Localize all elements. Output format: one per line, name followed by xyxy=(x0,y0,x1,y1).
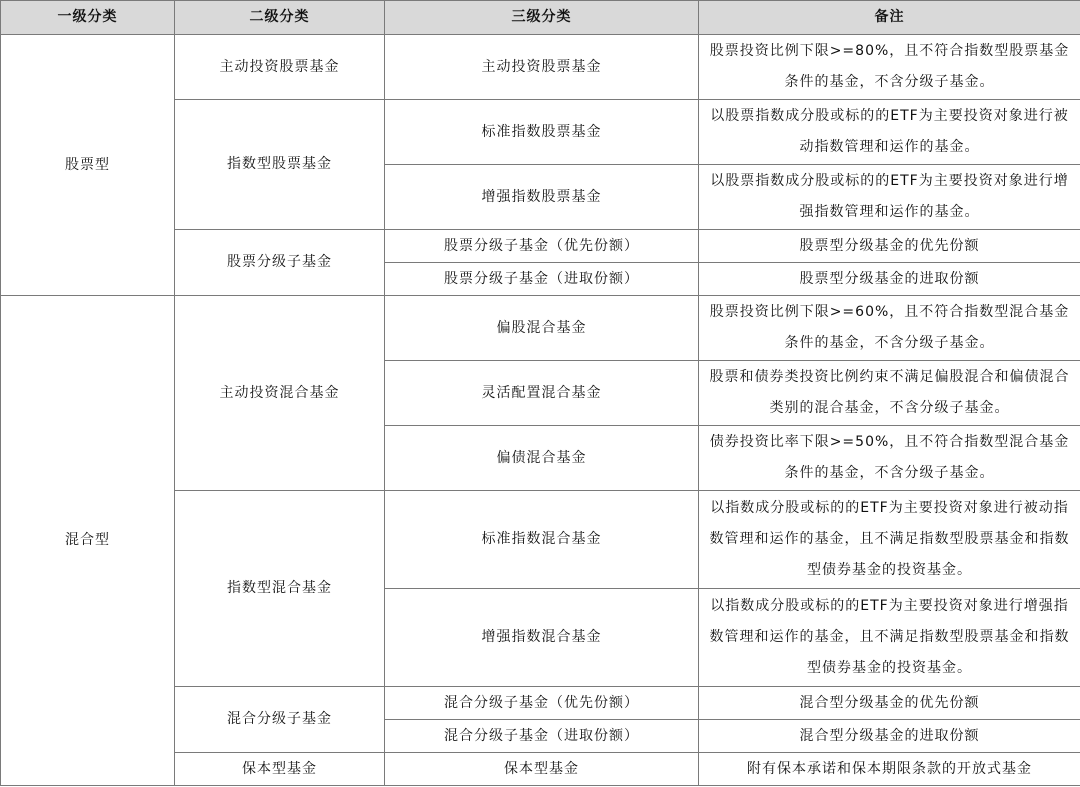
remark-cell: 股票投资比例下限>=60%，且不符合指数型混合基金条件的基金，不含分级子基金。 xyxy=(699,296,1080,361)
header-level1: 一级分类 xyxy=(1,1,175,35)
level2-stock-active: 主动投资股票基金 xyxy=(175,35,385,100)
level3-cell: 混合分级子基金（优先份额） xyxy=(385,687,699,720)
remark-cell: 股票投资比例下限>=80%，且不符合指数型股票基金条件的基金，不含分级子基金。 xyxy=(699,35,1080,100)
header-row xyxy=(1,1,1080,35)
remark-cell: 以指数成分股或标的的ETF为主要投资对象进行增强指数管理和运作的基金，且不满足指数型股票基金和指数型债券基金的投资基金。 xyxy=(699,589,1080,687)
header-remarks: 备注 xyxy=(699,1,1080,35)
table-row xyxy=(1,35,1080,100)
level2-stock-graded: 股票分级子基金 xyxy=(175,230,385,296)
remark-cell: 股票和债券类投资比例约束不满足偏股混合和偏债混合类别的混合基金，不含分级子基金。 xyxy=(699,361,1080,426)
remark-cell: 以指数成分股或标的的ETF为主要投资对象进行被动指数管理和运作的基金，且不满足指数型股票基金和指数型债券基金的投资基金。 xyxy=(699,491,1080,589)
level3-cell: 混合分级子基金（进取份额） xyxy=(385,720,699,753)
remark-cell: 混合型分级基金的优先份额 xyxy=(699,687,1080,720)
level3-cell: 股票分级子基金（进取份额） xyxy=(385,263,699,296)
level3-cell: 标准指数混合基金 xyxy=(385,491,699,589)
level3-cell: 保本型基金 xyxy=(385,753,699,786)
remark-cell: 股票型分级基金的优先份额 xyxy=(699,230,1080,263)
remark-cell: 混合型分级基金的进取份额 xyxy=(699,720,1080,753)
level3-cell: 灵活配置混合基金 xyxy=(385,361,699,426)
level1-mixed: 混合型 xyxy=(1,296,175,786)
remark-cell: 以股票指数成分股或标的的ETF为主要投资对象进行增强指数管理和运作的基金。 xyxy=(699,165,1080,230)
level3-cell: 股票分级子基金（优先份额） xyxy=(385,230,699,263)
level2-mixed-index: 指数型混合基金 xyxy=(175,491,385,687)
level2-mixed-graded: 混合分级子基金 xyxy=(175,687,385,753)
level1-stock: 股票型 xyxy=(1,35,175,296)
level3-cell: 偏债混合基金 xyxy=(385,426,699,491)
level3-cell: 偏股混合基金 xyxy=(385,296,699,361)
level3-cell: 增强指数股票基金 xyxy=(385,165,699,230)
level2-mixed-active: 主动投资混合基金 xyxy=(175,296,385,491)
level2-stock-index: 指数型股票基金 xyxy=(175,100,385,230)
remark-cell: 债券投资比率下限>=50%，且不符合指数型混合基金条件的基金，不含分级子基金。 xyxy=(699,426,1080,491)
level3-cell: 标准指数股票基金 xyxy=(385,100,699,165)
level3-cell: 增强指数混合基金 xyxy=(385,589,699,687)
header-level2: 二级分类 xyxy=(175,1,385,35)
remark-cell: 股票型分级基金的进取份额 xyxy=(699,263,1080,296)
header-level3: 三级分类 xyxy=(385,1,699,35)
remark-cell: 附有保本承诺和保本期限条款的开放式基金 xyxy=(699,753,1080,786)
remark-cell: 以股票指数成分股或标的的ETF为主要投资对象进行被动指数管理和运作的基金。 xyxy=(699,100,1080,165)
level2-mixed-principal: 保本型基金 xyxy=(175,753,385,786)
table-row xyxy=(1,296,1080,361)
level3-cell: 主动投资股票基金 xyxy=(385,35,699,100)
